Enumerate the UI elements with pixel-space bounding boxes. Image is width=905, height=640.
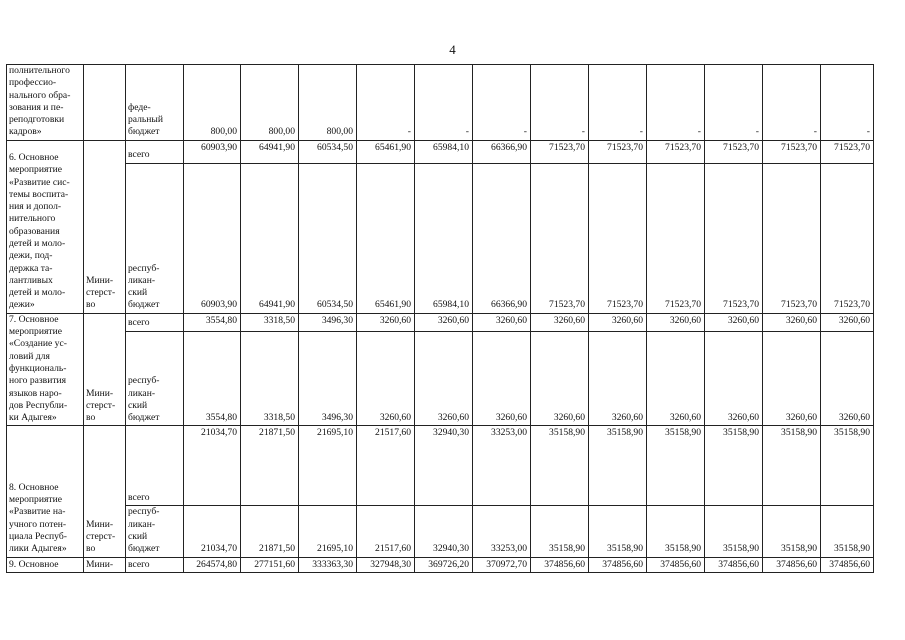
measure-name-line: ки Адыгея»: [9, 412, 57, 424]
amount-cell: 71523,70: [763, 163, 821, 313]
executor-line: Мини-: [86, 518, 114, 530]
funding-source-line: ликан-: [128, 274, 156, 286]
amount-cell: 60534,50: [299, 140, 357, 163]
amount-cell: 374856,60: [705, 557, 763, 572]
measure-name-line: кадров»: [9, 126, 42, 138]
amount-cell: 71523,70: [821, 163, 874, 313]
amount-cell: -: [531, 65, 589, 141]
amount-cell: 327948,30: [357, 557, 415, 572]
measure-name-line: нительного: [9, 213, 56, 225]
funding-source-cell: [126, 557, 184, 572]
funding-source-line: всего: [128, 492, 150, 504]
executor-line: Мини-: [86, 558, 114, 570]
table-row: [7, 506, 874, 557]
amount-cell: 64941,90: [241, 163, 299, 313]
funding-source-cell: [126, 140, 184, 163]
amount-cell: 65461,90: [357, 163, 415, 313]
table-row: [7, 557, 874, 572]
amount-cell: 3260,60: [531, 331, 589, 426]
amount-cell: 264574,80: [184, 557, 241, 572]
measure-name-line: ловий для: [9, 350, 50, 362]
funding-source-line: бюджет: [128, 412, 160, 424]
amount-cell: 65984,10: [415, 163, 473, 313]
amount-cell: 3260,60: [705, 331, 763, 426]
funding-source-line: ликан-: [128, 387, 156, 399]
amount-cell: 71523,70: [763, 140, 821, 163]
amount-cell: -: [821, 65, 874, 141]
funding-source-line: респуб-: [128, 506, 160, 518]
funding-source-cell: [126, 331, 184, 426]
measure-name-line: циала Респуб-: [9, 531, 67, 543]
amount-cell: 65461,90: [357, 140, 415, 163]
measure-name-line: «Развитие на-: [9, 506, 66, 518]
measure-name-line: учного потен-: [9, 518, 67, 530]
measure-name-line: функциональ-: [9, 362, 67, 374]
amount-cell: 800,00: [241, 65, 299, 141]
amount-cell: 21034,70: [184, 426, 241, 506]
executor-line: во: [86, 412, 96, 424]
amount-cell: 333363,30: [299, 557, 357, 572]
amount-cell: -: [473, 65, 531, 141]
measure-name-line: детей и моло-: [9, 238, 66, 249]
table-row: [7, 65, 874, 141]
amount-cell: 35158,90: [647, 506, 705, 557]
measure-name-line: профессио-: [9, 77, 57, 89]
amount-cell: 33253,00: [473, 426, 531, 506]
amount-cell: 66366,90: [473, 163, 531, 313]
executor-cell: [84, 65, 126, 141]
amount-cell: -: [589, 65, 647, 141]
funding-source-cell: [126, 163, 184, 313]
executor-line: во: [86, 299, 96, 311]
executor-cell: [84, 313, 126, 426]
amount-cell: 35158,90: [763, 426, 821, 506]
amount-cell: 71523,70: [589, 140, 647, 163]
executor-line: стерст-: [86, 399, 116, 411]
amount-cell: 35158,90: [589, 506, 647, 557]
amount-cell: 71523,70: [589, 163, 647, 313]
amount-cell: 374856,60: [589, 557, 647, 572]
measure-name-line: нального обра-: [9, 89, 71, 101]
amount-cell: 3496,30: [299, 331, 357, 426]
measure-name-line: ного развития: [9, 375, 67, 387]
amount-cell: 60903,90: [184, 163, 241, 313]
amount-cell: 71523,70: [531, 163, 589, 313]
measure-name-line: мероприятие: [9, 164, 62, 176]
budget-table: [6, 64, 874, 573]
amount-cell: 21517,60: [357, 426, 415, 506]
measure-name-line: ния и допол-: [9, 201, 62, 213]
amount-cell: 35158,90: [705, 506, 763, 557]
funding-source-cell: [126, 313, 184, 331]
amount-cell: 71523,70: [647, 163, 705, 313]
table-row: [7, 313, 874, 331]
executor-line: во: [86, 543, 96, 555]
amount-cell: 3260,60: [647, 313, 705, 331]
amount-cell: 3260,60: [357, 331, 415, 426]
table-row: [7, 426, 874, 506]
executor-line: стерст-: [86, 287, 116, 299]
amount-cell: 3260,60: [705, 313, 763, 331]
amount-cell: 35158,90: [531, 426, 589, 506]
measure-name-line: детей и моло-: [9, 287, 66, 299]
measure-name-line: дежи, под-: [9, 250, 53, 262]
funding-source-cell: [126, 426, 184, 506]
executor-cell: [84, 557, 126, 572]
measure-name-line: полнительного: [9, 65, 70, 76]
measure-name-line: 7. Основное: [9, 313, 59, 325]
amount-cell: 35158,90: [589, 426, 647, 506]
measure-name-line: лантливых: [9, 274, 53, 286]
amount-cell: 3554,80: [184, 313, 241, 331]
amount-cell: 71523,70: [531, 140, 589, 163]
amount-cell: 3260,60: [821, 313, 874, 331]
measure-name-line: 9. Основное: [9, 558, 59, 570]
amount-cell: 21871,50: [241, 506, 299, 557]
executor-cell: [84, 426, 126, 557]
funding-source-line: бюджет: [128, 126, 160, 138]
amount-cell: 35158,90: [821, 426, 874, 506]
funding-source-line: бюджет: [128, 299, 160, 311]
amount-cell: 3260,60: [763, 331, 821, 426]
measure-name-line: держка та-: [9, 262, 53, 274]
amount-cell: 374856,60: [821, 557, 874, 572]
funding-source-line: ральный: [128, 114, 164, 126]
amount-cell: 3260,60: [531, 313, 589, 331]
amount-cell: 374856,60: [531, 557, 589, 572]
amount-cell: 71523,70: [647, 140, 705, 163]
measure-name-line: мероприятие: [9, 326, 62, 338]
measure-name-line: мероприятие: [9, 494, 62, 506]
amount-cell: 60534,50: [299, 163, 357, 313]
amount-cell: 60903,90: [184, 140, 241, 163]
amount-cell: 21034,70: [184, 506, 241, 557]
amount-cell: 71523,70: [821, 140, 874, 163]
amount-cell: -: [705, 65, 763, 141]
amount-cell: -: [415, 65, 473, 141]
measure-name-line: зования и пе-: [9, 101, 64, 113]
amount-cell: 3260,60: [415, 331, 473, 426]
amount-cell: 33253,00: [473, 506, 531, 557]
funding-source-line: ский: [128, 531, 148, 543]
amount-cell: 35158,90: [531, 506, 589, 557]
measure-name-cell: [7, 557, 84, 572]
amount-cell: 65984,10: [415, 140, 473, 163]
amount-cell: 35158,90: [821, 506, 874, 557]
measure-name-line: дежи»: [9, 299, 35, 311]
amount-cell: 374856,60: [763, 557, 821, 572]
table-row: [7, 331, 874, 426]
measure-name-line: 6. Основное: [9, 151, 59, 163]
amount-cell: 3318,50: [241, 313, 299, 331]
amount-cell: 369726,20: [415, 557, 473, 572]
funding-source-line: всего: [128, 317, 150, 329]
amount-cell: 3260,60: [589, 313, 647, 331]
amount-cell: 3260,60: [763, 313, 821, 331]
amount-cell: 64941,90: [241, 140, 299, 163]
amount-cell: 71523,70: [705, 140, 763, 163]
amount-cell: 277151,60: [241, 557, 299, 572]
measure-name-line: «Развитие сис-: [9, 176, 70, 188]
measure-name-line: образования: [9, 225, 60, 237]
executor-line: стерст-: [86, 531, 116, 543]
amount-cell: 3496,30: [299, 313, 357, 331]
amount-cell: -: [357, 65, 415, 141]
amount-cell: 35158,90: [763, 506, 821, 557]
funding-source-line: респуб-: [128, 262, 160, 274]
amount-cell: 800,00: [299, 65, 357, 141]
amount-cell: 3318,50: [241, 331, 299, 426]
funding-source-line: ский: [128, 287, 148, 299]
measure-name-line: реподготовки: [9, 114, 65, 126]
funding-source-line: феде-: [128, 101, 151, 113]
funding-source-line: всего: [128, 149, 150, 161]
amount-cell: 32940,30: [415, 506, 473, 557]
page-number: 4: [449, 42, 456, 57]
funding-source-line: ский: [128, 399, 148, 411]
executor-line: Мини-: [86, 387, 114, 399]
funding-source-line: всего: [128, 558, 150, 570]
amount-cell: -: [647, 65, 705, 141]
table-row: [7, 163, 874, 313]
amount-cell: 374856,60: [647, 557, 705, 572]
amount-cell: 21695,10: [299, 506, 357, 557]
amount-cell: 370972,70: [473, 557, 531, 572]
measure-name-cell: [7, 140, 84, 313]
funding-source-cell: [126, 65, 184, 141]
amount-cell: 21517,60: [357, 506, 415, 557]
measure-name-cell: [7, 426, 84, 557]
amount-cell: 35158,90: [647, 426, 705, 506]
measure-name-cell: [7, 65, 84, 141]
measure-name-line: темы воспита-: [9, 188, 69, 200]
amount-cell: 71523,70: [705, 163, 763, 313]
amount-cell: 3260,60: [473, 331, 531, 426]
amount-cell: 3260,60: [647, 331, 705, 426]
funding-source-cell: [126, 506, 184, 557]
amount-cell: 3260,60: [589, 331, 647, 426]
measure-name-line: лики Адыгея»: [9, 543, 67, 555]
measure-name-cell: [7, 313, 84, 426]
amount-cell: 3554,80: [184, 331, 241, 426]
amount-cell: 3260,60: [821, 331, 874, 426]
amount-cell: 35158,90: [705, 426, 763, 506]
amount-cell: 21695,10: [299, 426, 357, 506]
measure-name-line: дов Республи-: [9, 399, 68, 411]
amount-cell: 3260,60: [473, 313, 531, 331]
funding-source-line: респуб-: [128, 375, 160, 387]
amount-cell: 800,00: [184, 65, 241, 141]
amount-cell: 32940,30: [415, 426, 473, 506]
amount-cell: 21871,50: [241, 426, 299, 506]
table-row: [7, 140, 874, 163]
measure-name-line: 8. Основное: [9, 481, 59, 493]
funding-source-line: ликан-: [128, 518, 156, 530]
executor-cell: [84, 140, 126, 313]
measure-name-line: языков наро-: [9, 387, 62, 399]
amount-cell: 3260,60: [415, 313, 473, 331]
executor-line: Мини-: [86, 274, 114, 286]
budget-table-body: [7, 65, 874, 573]
measure-name-line: «Создание ус-: [9, 338, 67, 350]
amount-cell: 66366,90: [473, 140, 531, 163]
funding-source-line: бюджет: [128, 543, 160, 555]
amount-cell: 3260,60: [357, 313, 415, 331]
amount-cell: -: [763, 65, 821, 141]
